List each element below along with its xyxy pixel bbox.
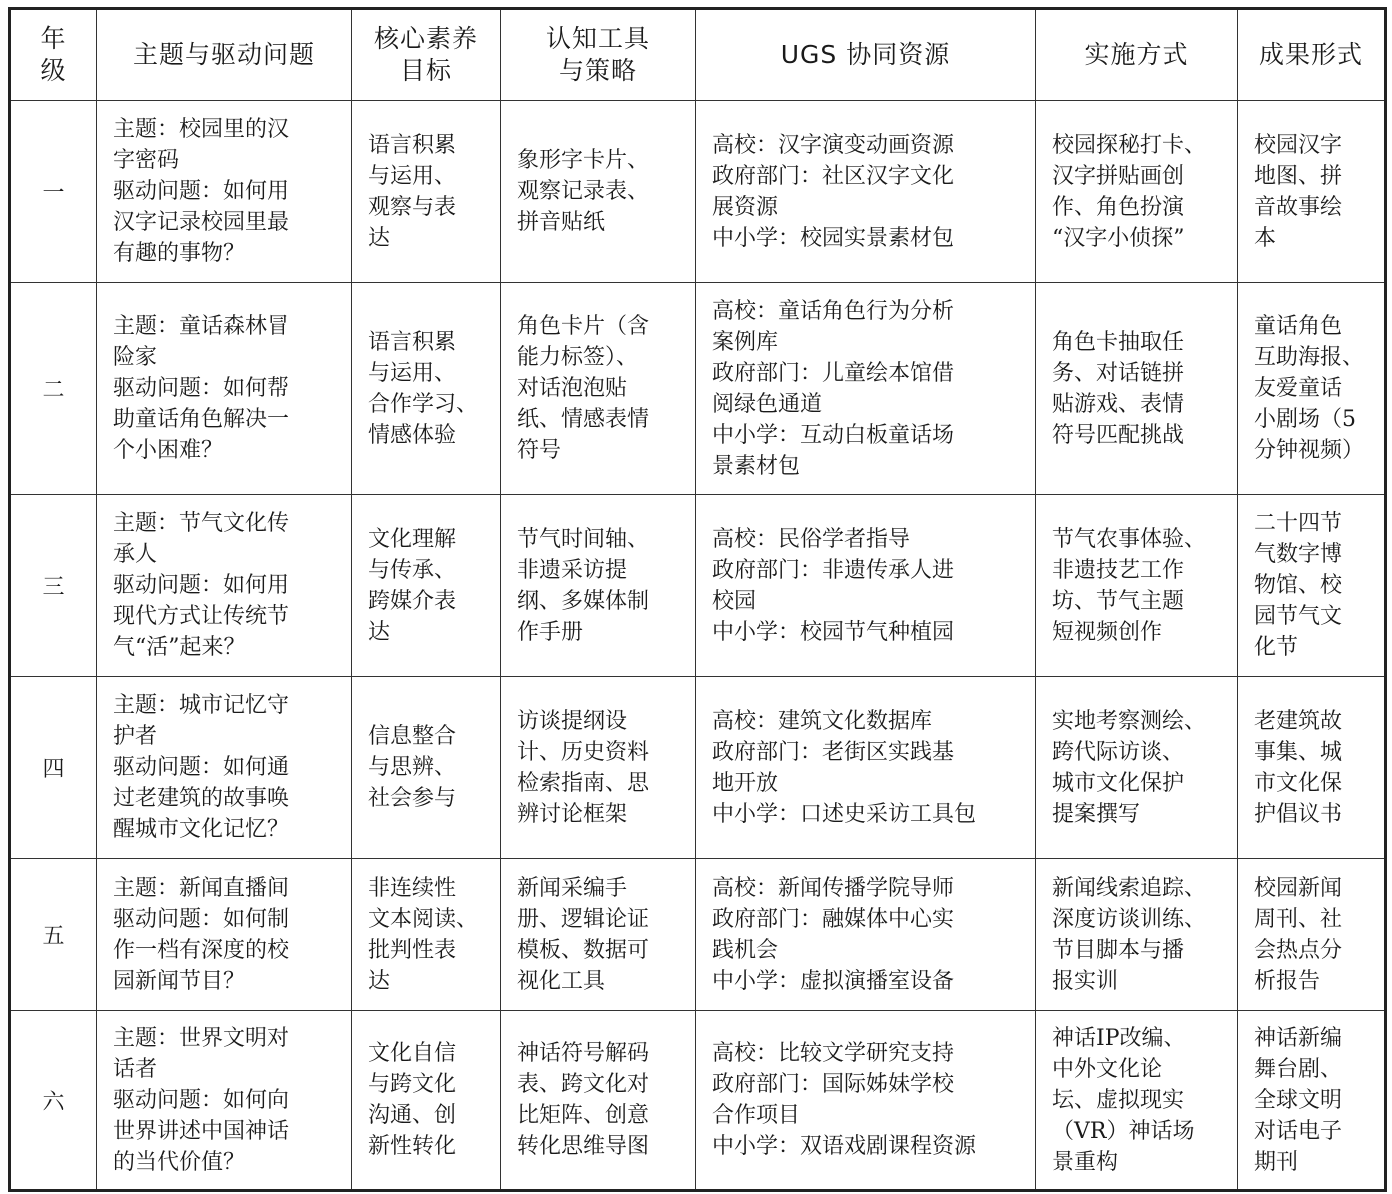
table-row [10,859,1386,1011]
cell-text-line: 护倡议书 [1254,801,1343,827]
cell-text-line: 校园探秘打卡、 [1052,132,1207,158]
cell-text-line: 观察与表 [368,194,457,220]
tools-cell [501,1011,696,1191]
cell-text-line: 神话IP改编、 [1052,1025,1186,1051]
cell-text-line: 本 [1254,225,1277,251]
cell-text-line: 跨代际访谈、 [1052,739,1185,765]
cell-text-line: 文化理解 [368,526,457,552]
cell-text-line: 角色卡片（含 [517,314,650,339]
cell-text-line: 汉字记录校园里最 [113,210,290,235]
cell-text-line: 符号匹配挑战 [1052,422,1185,448]
cell-text-line: 检索指南、思 [517,770,650,796]
cell-text-line: 全球文明 [1254,1087,1343,1113]
cell-text-line: 音故事绘 [1254,194,1343,220]
cell-text-line: 主题：世界文明对 [113,1025,290,1051]
tools-cell [501,495,696,677]
theme-cell [97,283,352,495]
cell-text-line: 文化自信 [368,1041,457,1066]
cell-text-line: 册、逻辑论证 [517,906,650,932]
cell-text-line: 节气农事体验、 [1052,526,1207,552]
cell-text-line: 与传承、 [368,557,457,583]
literacy-cell [352,859,501,1011]
cell-text-line: 期刊 [1254,1149,1299,1175]
cell-text-line: 模板、数据可 [517,937,650,963]
cell-text-line: 作、角色扮演 [1052,194,1185,220]
tools-cell [501,677,696,859]
cell-text-line: 园节气文 [1254,604,1343,629]
cell-text-line: 高校：民俗学者指导 [712,526,911,552]
cell-text-line: 政府部门：老街区实践基 [712,739,955,765]
literacy-cell [352,283,501,495]
cell-text-line: 主题：节气文化传 [113,511,290,536]
cell-text-line: 中小学：虚拟演播室设备 [712,968,955,994]
implementation-cell [1036,1011,1238,1191]
cell-text-line: 非遗技艺工作 [1052,557,1185,583]
cell-text-line: 访谈提纲设 [517,708,628,734]
ugs-cell [696,101,1036,283]
cell-text-line: 驱动问题：如何制 [113,906,290,932]
cell-text-line: 语言积累 [368,329,457,355]
cell-text-line: 拼音贴纸 [517,210,606,235]
table-row [10,677,1386,859]
cell-text-line: 主题：城市记忆守 [113,693,290,718]
cell-text-line: 高校：比较文学研究支持 [712,1041,955,1066]
cell-text-line: 驱动问题：如何用 [113,573,290,598]
implementation-cell [1036,677,1238,859]
cell-text-line: 驱动问题：如何用 [113,179,290,204]
header-tools: 认知工具 与策略 [501,9,696,101]
cell-text-line: 友爱童话 [1254,376,1343,401]
cell-text-line: 会热点分 [1254,937,1343,963]
cell-text-line: 险家 [113,345,158,370]
cell-text-line: 字密码 [113,148,180,173]
cell-text-line: 驱动问题：如何通 [113,755,290,780]
header-implementation: 实施方式 [1036,9,1238,101]
cell-text-line: 醒城市文化记忆？ [113,817,290,842]
cell-text-line: 与运用、 [368,163,457,189]
cell-text-line: 对话电子 [1254,1118,1343,1144]
cell-text-line: 非遗采访提 [517,557,628,583]
header-outcome: 成果形式 [1238,9,1386,101]
cell-text-line: 中小学：互动白板童话场 [712,422,955,448]
cell-text-line: 地图、拼 [1254,163,1343,189]
cell-text-line: 驱动问题：如何向 [113,1087,290,1113]
literacy-cell [352,101,501,283]
cell-text-line: 坛、虚拟现实 [1052,1087,1185,1113]
theme-cell [97,495,352,677]
table-row [10,495,1386,677]
cell-text-line: 新闻线索追踪、 [1052,875,1207,901]
grade-cell: 四 [10,677,97,859]
cell-text-line: 与运用、 [368,360,457,386]
cell-text-line: 沟通、创 [368,1103,457,1128]
cell-text-line: 中小学：双语戏剧课程资源 [712,1134,977,1159]
cell-text-line: 析报告 [1254,968,1321,994]
cell-text-line: 景重构 [1052,1149,1119,1175]
cell-text-line: 童话角色 [1254,314,1343,339]
table-body [10,101,1386,1191]
cell-text-line: 节气时间轴、 [517,526,650,552]
literacy-cell [352,1011,501,1191]
cell-text-line: 符号 [517,438,562,463]
cell-text-line: 气“活”起来？ [113,635,246,660]
cell-text-line: 周刊、社 [1254,906,1343,932]
cell-text-line: 中小学：校园实景素材包 [712,225,955,251]
theme-cell [97,101,352,283]
cell-text-line: 践机会 [712,937,779,963]
ugs-cell [696,283,1036,495]
cell-text-line: 语言积累 [368,132,457,158]
theme-cell [97,1011,352,1191]
cell-text-line: 象形字卡片、 [517,148,650,173]
cell-text-line: 个小困难？ [113,438,224,463]
cell-text-line: 坊、节气主题 [1052,588,1185,614]
header-row [10,9,1386,101]
cell-text-line: 高校：建筑文化数据库 [712,708,933,734]
outcome-cell [1238,677,1386,859]
cell-text-line: 老建筑故 [1254,708,1343,734]
header-grade: 年 级 [10,9,97,101]
cell-text-line: 物馆、校 [1254,573,1343,598]
cell-text-line: 园新闻节目？ [113,968,246,994]
cell-text-line: 化节 [1254,635,1299,660]
cell-text-line: 表、跨文化对 [517,1072,650,1097]
cell-text-line: 校园 [712,588,757,614]
literacy-cell [352,677,501,859]
cell-text-line: 纲、多媒体制 [517,588,650,614]
ugs-cell [696,859,1036,1011]
grade-cell: 二 [10,283,97,495]
outcome-cell [1238,283,1386,495]
cell-text-line: 非连续性 [368,875,457,901]
tools-cell [501,859,696,1011]
ugs-cell [696,495,1036,677]
cell-text-line: 阅绿色通道 [712,391,823,417]
cell-text-line: 深度访谈训练、 [1052,906,1207,932]
cell-text-line: 主题：校园里的汉 [113,117,290,142]
cell-text-line: 达 [368,968,391,994]
cell-text-line: 合作学习、 [368,391,479,417]
cell-text-line: 过老建筑的故事唤 [113,786,290,811]
cell-text-line: 纸、情感表情 [517,407,650,432]
cell-text-line: 神话新编 [1254,1025,1343,1051]
cell-text-line: 达 [368,225,391,251]
table-row [10,283,1386,495]
cell-text-line: 观察记录表、 [517,179,650,204]
cell-text-line: 校园新闻 [1254,875,1343,901]
cell-text-line: 文本阅读、 [368,906,479,932]
cell-text-line: 校园汉字 [1254,132,1343,158]
table-row [10,1011,1386,1191]
cell-text-line: 汉字拼贴画创 [1052,163,1185,189]
cell-text-line: 作一档有深度的校 [113,937,290,963]
cell-text-line: 对话泡泡贴 [517,376,628,401]
cell-text-line: 政府部门：国际姊妹学校 [712,1072,955,1097]
grade-cell: 五 [10,859,97,1011]
cell-text-line: 话者 [113,1056,158,1082]
cell-text-line: 批判性表 [368,937,457,963]
cell-text-line: 舞台剧、 [1254,1056,1343,1082]
tools-cell [501,101,696,283]
cell-text-line: 贴游戏、表情 [1052,391,1185,417]
table-row [10,101,1386,283]
header-theme: 主题与驱动问题 [97,9,352,101]
cell-text-line: 市文化保 [1254,770,1343,796]
cell-text-line: 社会参与 [368,786,457,811]
outcome-cell [1238,859,1386,1011]
cell-text-line: 气数字博 [1254,542,1343,567]
cell-text-line: 报实训 [1052,968,1119,994]
cell-text-line: 现代方式让传统节 [113,604,290,629]
cell-text-line: 护者 [113,724,158,749]
header-ugs: UGS 协同资源 [696,9,1036,101]
cell-text-line: 合作项目 [712,1103,801,1128]
cell-text-line: 跨媒介表 [368,588,457,614]
cell-text-line: 中小学：口述史采访工具包 [712,801,977,827]
cell-text-line: 节目脚本与播 [1052,937,1185,963]
cell-text-line: 城市文化保护 [1052,770,1185,796]
cell-text-line: （VR）神话场 [1052,1118,1195,1144]
cell-text-line: 务、对话链拼 [1052,360,1185,386]
cell-text-line: 高校：汉字演变动画资源 [712,132,955,158]
cell-text-line: 高校：新闻传播学院导师 [712,875,955,901]
cell-text-line: 政府部门：非遗传承人进 [712,557,955,583]
grade-cell: 六 [10,1011,97,1191]
cell-text-line: 的当代价值？ [113,1149,246,1175]
cell-text-line: 达 [368,619,391,645]
cell-text-line: 角色卡抽取任 [1052,329,1185,355]
cell-text-line: 互助海报、 [1254,345,1365,370]
cell-text-line: 承人 [113,542,158,567]
implementation-cell [1036,495,1238,677]
cell-text-line: 案例库 [712,329,779,355]
cell-text-line: 情感体验 [368,422,457,448]
cell-text-line: 事集、城 [1254,739,1343,765]
ugs-cell [696,1011,1036,1191]
theme-cell [97,859,352,1011]
cell-text-line: 政府部门：儿童绘本馆借 [712,360,955,386]
outcome-cell [1238,495,1386,677]
grade-cell: 三 [10,495,97,677]
theme-cell [97,677,352,859]
cell-text-line: 中外文化论 [1052,1056,1163,1082]
cell-text-line: 实地考察测绘、 [1052,708,1207,734]
cell-text-line: 有趣的事物？ [113,241,246,266]
cell-text-line: 转化思维导图 [517,1134,650,1159]
cell-text-line: 地开放 [712,770,779,796]
cell-text-line: 二十四节 [1254,511,1343,536]
cell-text-line: “汉字小侦探” [1052,225,1185,251]
cell-text-line: 政府部门：融媒体中心实 [712,906,955,932]
cell-text-line: 高校：童话角色行为分析 [712,298,955,324]
cell-text-line: 新性转化 [368,1134,457,1159]
grade-cell: 一 [10,101,97,283]
implementation-cell [1036,101,1238,283]
cell-text-line: 政府部门：社区汉字文化 [712,163,955,189]
cell-text-line: 中小学：校园节气种植园 [712,619,955,645]
cell-text-line: 信息整合 [368,724,457,749]
cell-text-line: 世界讲述中国神话 [113,1118,290,1144]
cell-text-line: 主题：童话森林冒 [113,314,290,339]
cell-text-line: 视化工具 [517,968,606,994]
cell-text-line: 能力标签）、 [517,345,639,370]
cell-text-line: 短视频创作 [1052,619,1163,645]
cell-text-line: 分钟视频） [1254,438,1365,463]
tools-cell [501,283,696,495]
cell-text-line: 展资源 [712,194,779,220]
cell-text-line: 神话符号解码 [517,1041,650,1066]
outcome-cell [1238,1011,1386,1191]
implementation-cell [1036,283,1238,495]
literacy-cell [352,495,501,677]
outcome-cell [1238,101,1386,283]
cell-text-line: 新闻采编手 [517,875,628,901]
cell-text-line: 助童话角色解决一 [113,407,290,432]
cell-text-line: 驱动问题：如何帮 [113,376,290,401]
cell-text-line: 小剧场（5 [1254,407,1356,432]
cell-text-line: 与跨文化 [368,1072,457,1097]
cell-text-line: 与思辨、 [368,755,457,780]
curriculum-table [8,7,1387,1192]
cell-text-line: 比矩阵、创意 [517,1103,650,1128]
implementation-cell [1036,859,1238,1011]
cell-text-line: 辨讨论框架 [517,801,628,827]
ugs-cell [696,677,1036,859]
cell-text-line: 计、历史资料 [517,739,650,765]
cell-text-line: 提案撰写 [1052,801,1141,827]
cell-text-line: 作手册 [517,619,584,645]
cell-text-line: 主题：新闻直播间 [113,875,290,901]
header-literacy: 核心素养 目标 [352,9,501,101]
cell-text-line: 景素材包 [712,453,801,479]
table-container [8,7,1384,1187]
